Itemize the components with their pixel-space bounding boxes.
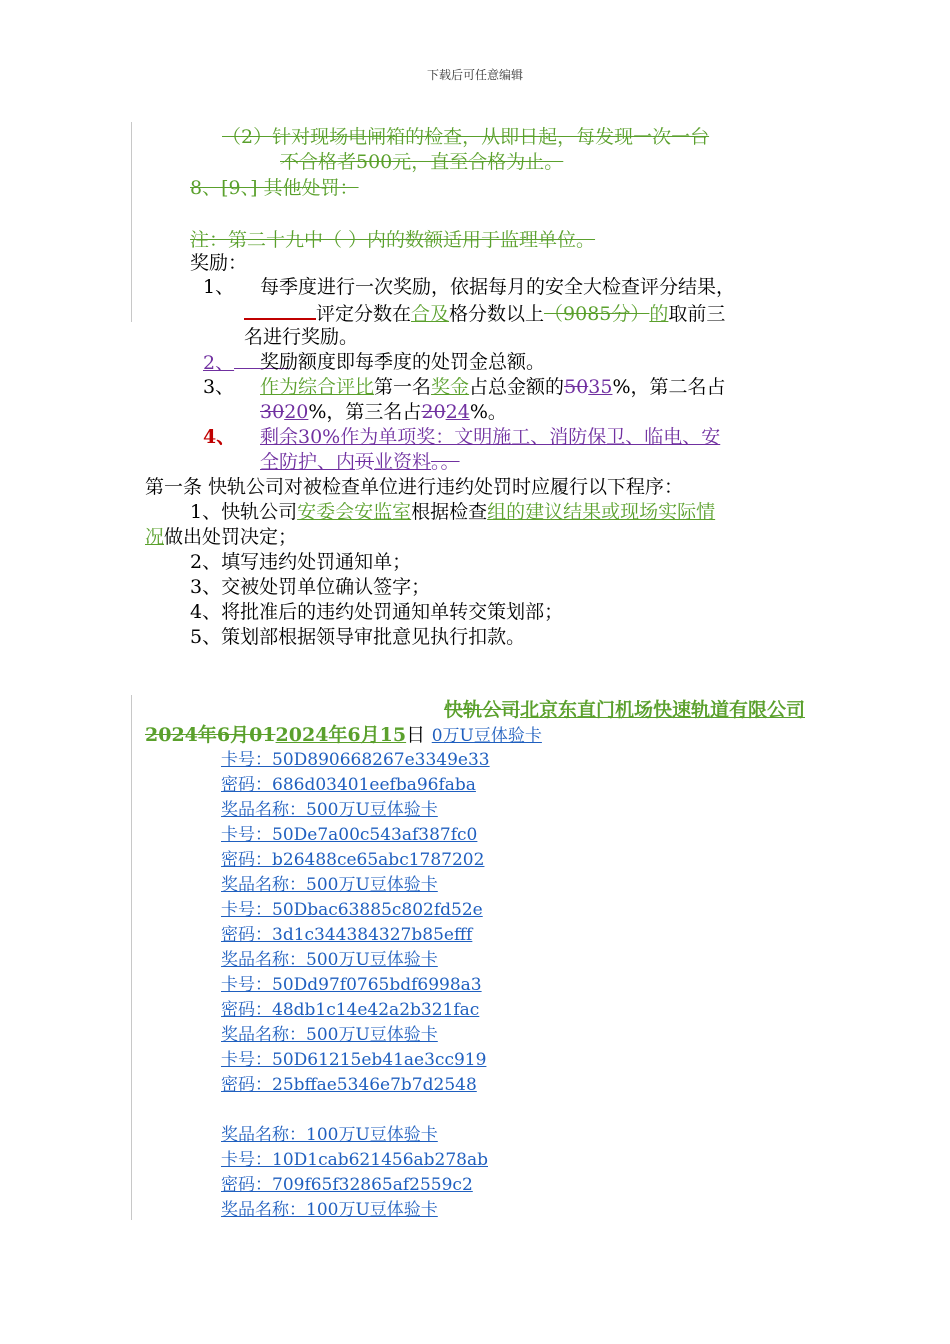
reward-1-number: 1、 [203, 276, 235, 298]
reward-3-line2: 3020%，第三名占2024%。 [260, 401, 507, 423]
card-link[interactable]: 密码：709f65f32865af2559c2 [221, 1175, 473, 1195]
revision-bar [131, 695, 132, 1220]
penalty-note: 注：第二十九中（ ）内的数额适用于监理单位。 [190, 229, 596, 251]
reward-2: 2、 [203, 350, 290, 375]
article-title: 第一条 快轨公司对被检查单位进行违约处罚时应履行以下程序： [145, 476, 684, 498]
card-link[interactable]: 卡号：50D61215eb41ae3cc919 [221, 1050, 487, 1070]
card-link[interactable]: 奖品名称：100万U豆体验卡 [221, 1125, 438, 1145]
card-link[interactable]: 奖品名称：100万U豆体验卡 [221, 1200, 438, 1220]
card-link[interactable]: 密码：25bffae5346e7b7d2548 [221, 1075, 477, 1095]
signature-date: 2024年6月012024年6月15日 0万U豆体验卡 [145, 724, 542, 746]
card-link[interactable]: 卡号：50De7a00c543af387fc0 [221, 825, 478, 845]
card-link[interactable]: 奖品名称：500万U豆体验卡 [221, 950, 438, 970]
card-link[interactable]: 卡号：50Dd97f0765bdf6998a3 [221, 975, 482, 995]
reward-3-number: 3、 [203, 376, 235, 398]
reward-4-line1: 剩余30%作为单项奖：文明施工、消防保卫、临电、安 [260, 426, 721, 448]
card-link[interactable]: 密码：48db1c14e42a2b321fac [221, 1000, 480, 1020]
card-link[interactable]: 奖品名称：500万U豆体验卡 [221, 875, 438, 895]
article-step-1-line2: 况做出处罚决定； [145, 526, 298, 548]
card-link[interactable]: 奖品名称：500万U豆体验卡 [221, 800, 438, 820]
card-link[interactable]: 奖品名称：500万U豆体验卡 [221, 1025, 438, 1045]
article-step-4: 4、将批准后的违约处罚通知单转交策划部； [190, 601, 564, 623]
article-step-2: 2、填写违约处罚通知单； [190, 551, 412, 573]
card-link[interactable]: 卡号：50Dbac63885c802fd52e [221, 900, 483, 920]
page-header: 下载后可任意编辑 [426, 68, 523, 82]
revision-bar [131, 122, 132, 322]
reward-title: 奖励： [190, 252, 248, 274]
reward-2-text: 奖励额度即每季度的处罚金总额。 [260, 351, 546, 373]
reward-3-line1: 作为综合评比第一名奖金占总金额的5035%，第二名占 [260, 376, 726, 398]
penalty-item2-line1: （2）针对现场电闸箱的检查，从即日起，每发现一次一台 [222, 126, 710, 148]
article-step-5: 5、策划部根据领导审批意见执行扣款。 [190, 626, 526, 648]
signature-company: 快轨公司北京东直门机场快速轨道有限公司 [443, 699, 805, 721]
reward-1-line2: 评定分数在合及格分数以上（9085分）的取前三 [244, 300, 725, 326]
article-step-3: 3、交被处罚单位确认签字； [190, 576, 431, 598]
reward-1-line3: 名进行奖励。 [244, 326, 359, 348]
reward-4-line2: 全防护、内页业资料。。 [260, 451, 460, 473]
penalty-item8: 8、[9、] 其他处罚： [190, 177, 359, 199]
card-link[interactable]: 卡号：50D890668267e3349e33 [221, 750, 490, 770]
card-link[interactable]: 卡号：10D1cab621456ab278ab [221, 1150, 488, 1170]
reward-1-line1: 每季度进行一次奖励，依据每月的安全大检查评分结果， [260, 276, 736, 298]
reward-4-number: 4、 [203, 426, 236, 448]
card-link[interactable]: 密码：b26488ce65abc1787202 [221, 850, 485, 870]
card-link[interactable]: 密码：3d1c344384327b85efff [221, 925, 473, 945]
card-link[interactable]: 密码：686d03401eefba96faba [221, 775, 476, 795]
card-link[interactable]: 0万U豆体验卡 [431, 726, 542, 746]
insert-mark [244, 300, 316, 320]
penalty-item2-line2: 不合格者500元，直至合格为止。 [280, 151, 564, 173]
article-step-1-line1: 1、快轨公司安委会安监室根据检查组的建议结果或现场实际情 [190, 501, 716, 523]
